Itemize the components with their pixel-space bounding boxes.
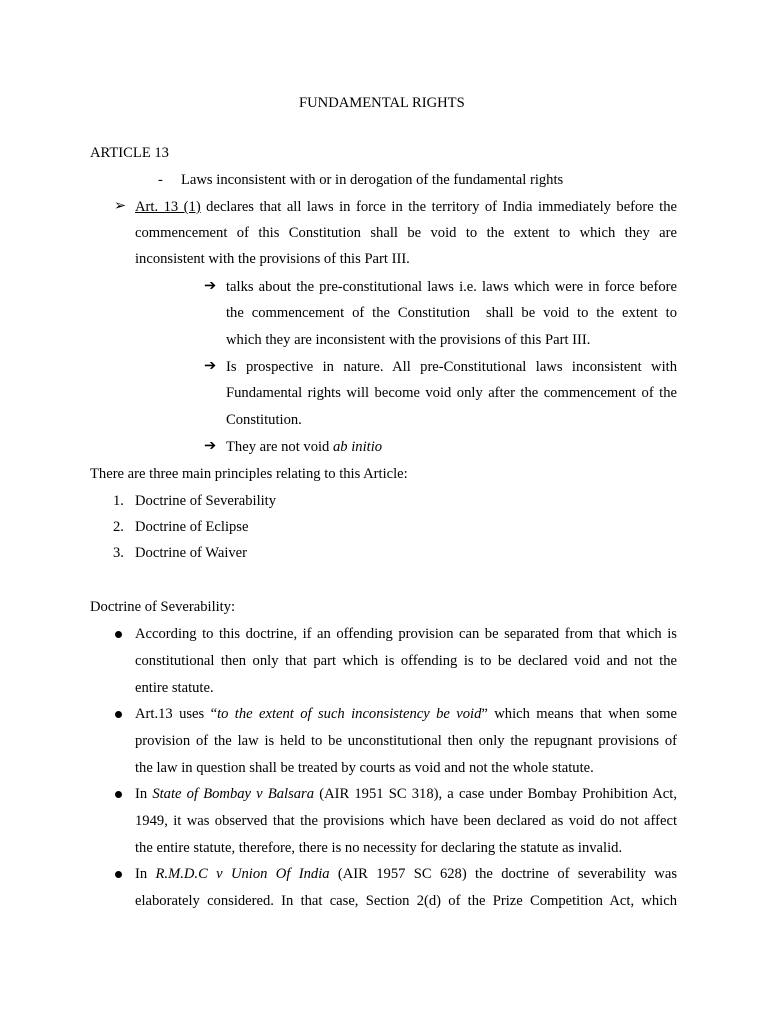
bullet-dot-icon <box>115 631 122 638</box>
bullet-2-line-2: provision of the law is held to be unconstitutional then only the repugnant provisions of <box>135 733 677 749</box>
severability-heading: Doctrine of Severability: <box>90 599 236 615</box>
right-arrow-icon: ➔ <box>204 438 217 454</box>
art13-1-line-3: inconsistent with the provisions of this Part III. <box>135 251 410 267</box>
bullet-3-post: (AIR 1951 SC 318), a case under Bombay Prohibition Act, <box>314 786 677 802</box>
arrow-point-1-line-2: the commencement of the Constitution shall be void to the extent to <box>226 305 677 321</box>
art13-1-line-2: commencement of this Constitution shall be void to the extent to which they are <box>135 225 677 241</box>
bullet-4-case: R.M.D.C v Union Of India <box>155 866 330 882</box>
bullet-1-line-2: constitutional then only that part which is offending is to be declared void and not the <box>135 653 677 669</box>
arrow-point-2-line-1: Is prospective in nature. All pre-Constitutional laws inconsistent with <box>226 359 677 375</box>
arrow-point-1-line-3: which they are inconsistent with the provisions of this Part III. <box>226 332 591 348</box>
art13-1-text: declares that all laws in force in the territory of India immediately before the <box>206 199 677 215</box>
bullet-dot-icon <box>115 791 122 798</box>
bullet-3-case: State of Bombay v Balsara <box>152 786 315 802</box>
dash-item: Laws inconsistent with or in derogation of the fundamental rights <box>181 172 564 188</box>
principle-label: Doctrine of Severability <box>135 493 277 509</box>
bullet-3-line-1 <box>135 787 677 802</box>
art13-1-line-1 <box>135 200 677 215</box>
bullet-4-pre: In <box>135 866 156 882</box>
principle-number: 1. <box>113 493 124 509</box>
principles-intro: There are three main principles relating to this Article: <box>90 466 408 482</box>
principle-number: 3. <box>113 545 124 561</box>
dash-marker: - <box>158 172 163 188</box>
bullet-1-line-3: entire statute. <box>135 680 214 696</box>
arrow-point-3-italic: ab initio <box>333 439 383 455</box>
arrow-point-2-line-3: Constitution. <box>226 412 302 428</box>
bullet-4-post: (AIR 1957 SC 628) the doctrine of severability was <box>329 866 677 882</box>
principle-label: Doctrine of Eclipse <box>135 519 249 535</box>
principle-number: 2. <box>113 519 124 535</box>
bullet-3-line-2: 1949, it was observed that the provisions which have been declared as void do not affect <box>135 813 677 829</box>
arrow-point-3 <box>226 440 382 455</box>
bullet-3-pre: In <box>135 786 153 802</box>
art13-1-ref: Art. 13 (1) <box>135 199 201 215</box>
bullet-1-line-1: According to this doctrine, if an offending provision can be separated from that which is <box>135 626 677 642</box>
principle-label: Doctrine of Waiver <box>135 545 248 561</box>
bullet-2-quote: to the extent of such inconsistency be void <box>217 706 482 722</box>
page-title: FUNDAMENTAL RIGHTS <box>299 95 465 111</box>
bullet-dot-icon <box>115 711 122 718</box>
arrow-point-2-line-2: Fundamental rights will become void only after the commencement of the <box>226 385 677 401</box>
right-arrow-icon: ➔ <box>204 358 217 374</box>
arrow-point-1-line-1: talks about the pre-constitutional laws i.e. laws which were in force before <box>226 279 677 295</box>
article-heading: ARTICLE 13 <box>90 145 169 161</box>
bullet-3-line-3: the entire statute, therefore, there is no necessity for declaring the statute as invalid. <box>135 840 623 856</box>
bullet-2-pre: Art.13 uses “ <box>135 706 218 722</box>
bullet-4-line-1 <box>135 867 677 882</box>
bullet-2-post: ” which means that when some <box>481 706 677 722</box>
right-arrow-icon: ➔ <box>204 278 217 294</box>
bullet-2-line-3: the law in question shall be treated by courts as void and not the whole statute. <box>135 760 594 776</box>
bullet-2-line-1 <box>135 707 677 722</box>
arrowhead-bullet-icon: ➢ <box>114 198 127 214</box>
arrow-point-3-text: They are not void <box>226 439 330 455</box>
bullet-4-line-2: elaborately considered. In that case, Section 2(d) of the Prize Competition Act, which <box>135 893 677 909</box>
bullet-dot-icon <box>115 871 122 878</box>
